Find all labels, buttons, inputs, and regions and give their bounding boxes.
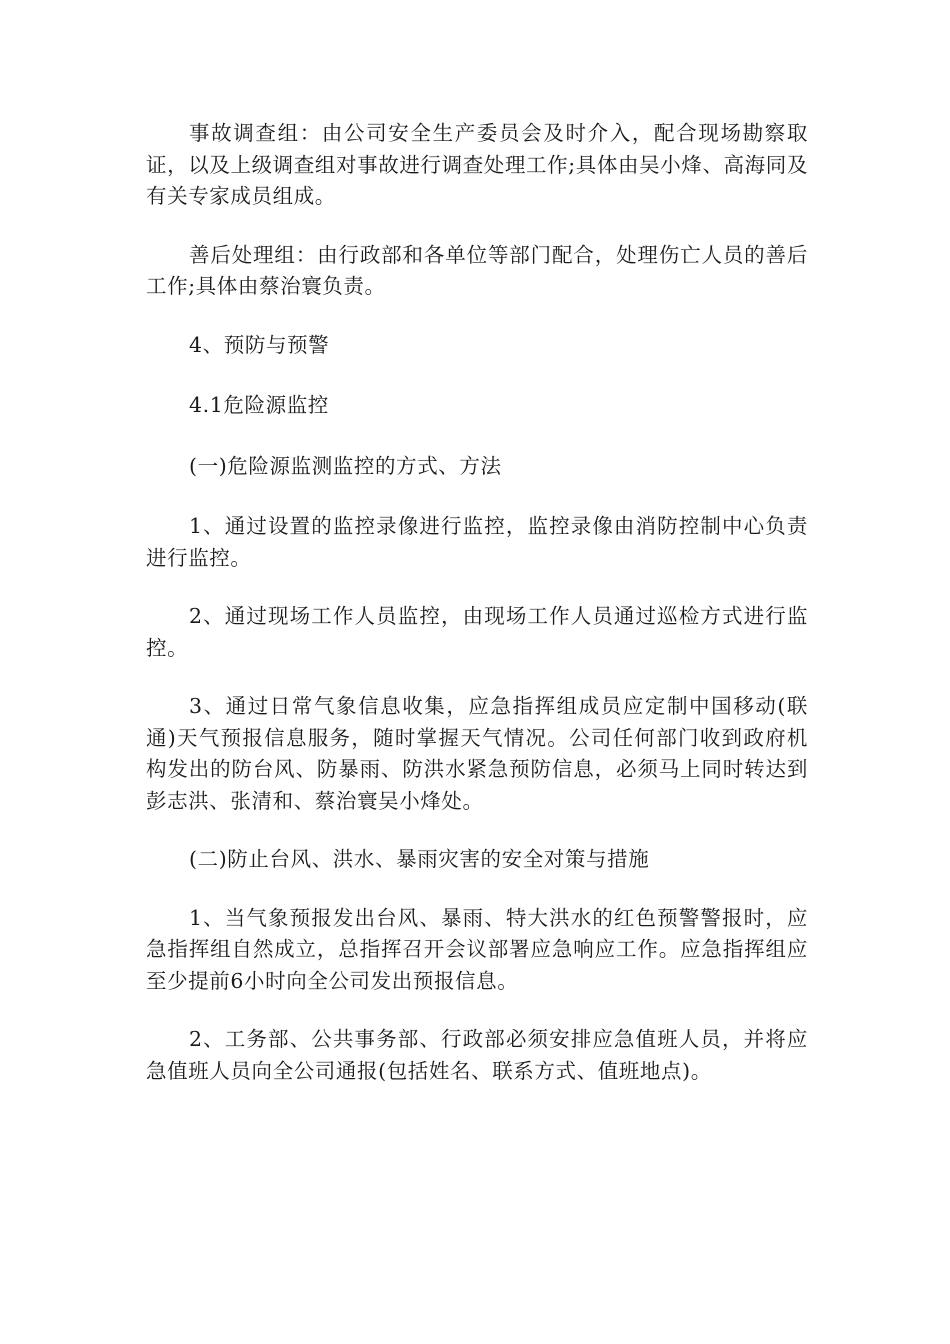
subheading-safety-measures: (二)防止台风、洪水、暴雨灾害的安全对策与措施 — [189, 847, 650, 871]
list-item-3: 3、通过日常气象信息收集，应急指挥组成员应定制中国移动(联通)天气预报信息服务，随时掌握天气情况。公司任何部门收到政府机构发出的防台风、防暴雨、防洪水紧急预防信息，必须马上同时转达到彭志洪、张清和、蔡治寰吴小烽处。 — [146, 694, 808, 813]
subsection-heading-hazard-monitoring: 4.1危险源监控 — [189, 393, 329, 417]
paragraph-investigation-group: 事故调查组：由公司安全生产委员会及时介入，配合现场勘察取证，以及上级调查组对事故进行调查处理工作;具体由吴小烽、高海同及有关专家成员组成。 — [146, 121, 808, 208]
document-body — [146, 118, 808, 1087]
list-item-measure-2: 2、工务部、公共事务部、行政部必须安排应急值班人员，并将应急值班人员向全公司通报(包括姓名、联系方式、值班地点)。 — [146, 1027, 808, 1083]
list-item-measure-1: 1、当气象预报发出台风、暴雨、特大洪水的红色预警警报时，应急指挥组自然成立，总指挥召开会议部署应急响应工作。应急指挥组应至少提前6小时向全公司发出预报信息。 — [146, 905, 808, 993]
list-item-1: 1、通过设置的监控录像进行监控，监控录像由消防控制中心负责进行监控。 — [146, 514, 808, 570]
subheading-monitoring-methods: (一)危险源监测监控的方式、方法 — [189, 453, 502, 478]
section-heading-prevention: 4、预防与预警 — [189, 332, 330, 357]
list-item-2: 2、通过现场工作人员监控，由现场工作人员通过巡检方式进行监控。 — [146, 604, 808, 660]
paragraph-aftermath-group: 善后处理组：由行政部和各单位等部门配合，处理伤亡人员的善后工作;具体由蔡治寰负责。 — [146, 242, 808, 298]
